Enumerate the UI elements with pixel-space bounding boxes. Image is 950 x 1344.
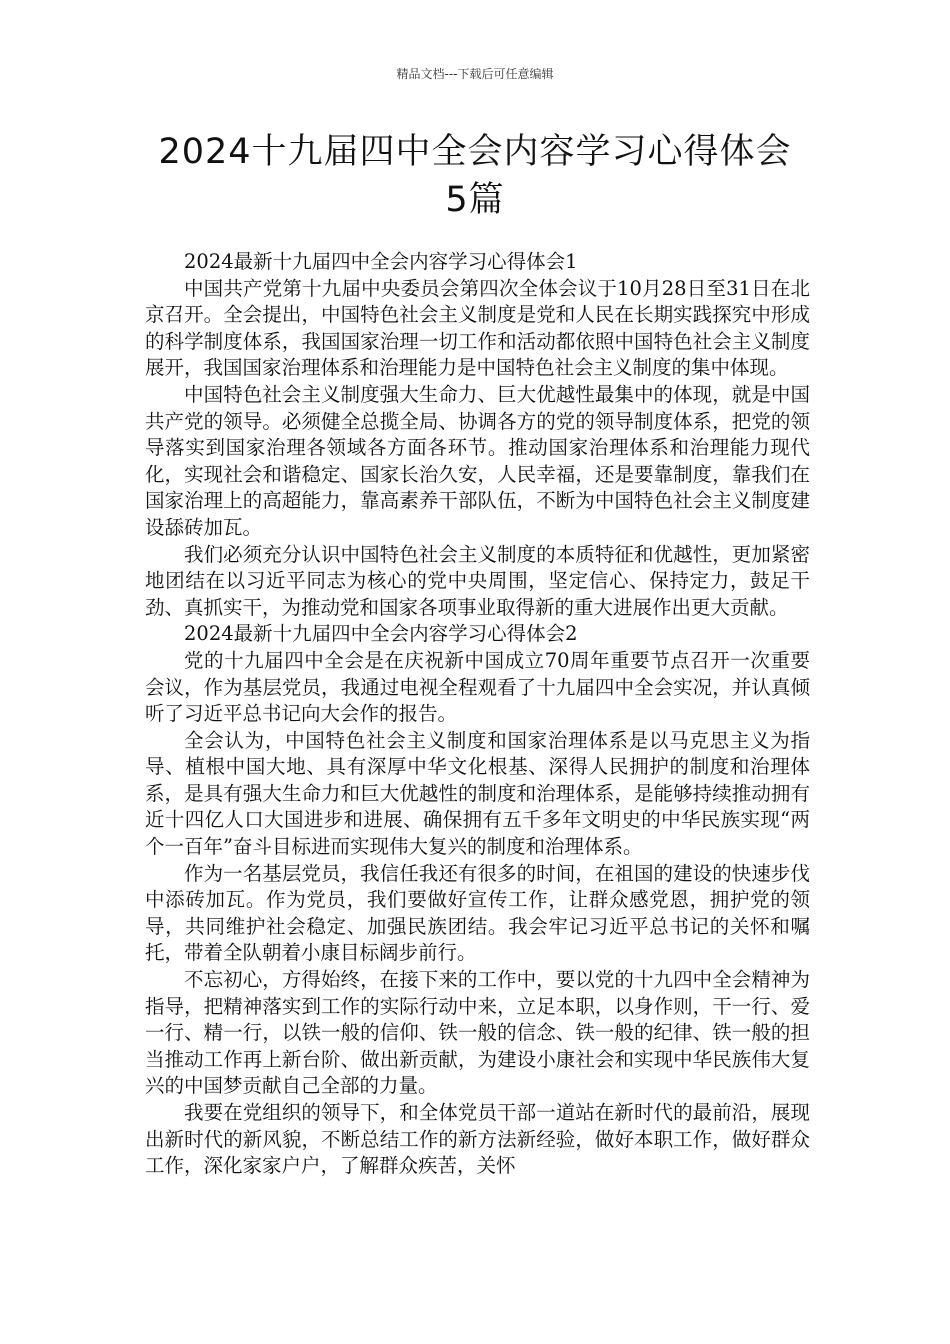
section-heading-2: 2024最新十九届四中全会内容学习心得体会2 bbox=[184, 622, 578, 646]
paragraph: 我要在党组织的领导下，和全体党员干部一道站在新时代的最前沿，展现出新时代的新风貌，不断总结工作的新方法新经验，做好本职工作，做好群众工作，深化家家户户，了解群众疾苦，关怀 bbox=[145, 1101, 810, 1178]
document-body bbox=[145, 249, 810, 1180]
title-line-1: 2024十九届四中全会内容学习心得体会 bbox=[158, 132, 792, 172]
paragraph: 不忘初心，方得始终，在接下来的工作中，要以党的十九四中全会精神为指导，把精神落实到工作的实际行动中来，立足本职，以身作则，干一行、爱一行、精一行，以铁一般的信仰、铁一般的信念、铁一般的纪律、铁一般的担当推动工作再上新台阶、做出新贡献，为建设小康社会和实现中华民族伟大复兴的中国梦贡献自己全部的力量。 bbox=[145, 968, 810, 1098]
paragraph: 中国特色社会主义制度强大生命力、巨大优越性最集中的体现，就是中国共产党的领导。必须健全总揽全局、协调各方的党的领导制度体系，把党的领导落实到国家治理各领域各方面各环节。推动国家治理体系和治理能力现代化，实现社会和谐稳定、国家长治久安，人民幸福，还是要靠制度，靠我们在国家治理上的高超能力，靠高素养干部队伍，不断为中国特色社会主义制度建设舔砖加瓦。 bbox=[145, 382, 810, 539]
paragraph: 中国共产党第十九届中央委员会第四次全体会议于10月28日至31日在北京召开。全会提出，中国特色社会主义制度是党和人民在长期实践探究中形成的科学制度体系，我国国家治理一切工作和活动都依照中国特色社会主义制度展开，我国国家治理体系和治理能力是中国特色社会主义制度的集中体现。 bbox=[145, 276, 810, 380]
paragraph: 党的十九届四中全会是在庆祝新中国成立70周年重要节点召开一次重要会议，作为基层党员，我通过电视全程观看了十九届四中全会实况，并认真倾听了习近平总书记向大会作的报告。 bbox=[145, 648, 810, 726]
header-note: 精品文档---下载后可任意编辑 bbox=[396, 67, 554, 81]
title-line-2: 5篇 bbox=[445, 180, 505, 220]
document-title bbox=[100, 128, 850, 224]
paragraph: 作为一名基层党员，我信任我还有很多的时间，在祖国的建设的快速步伐中添砖加瓦。作为党员，我们要做好宣传工作，让群众感党恩，拥护党的领导，共同维护社会稳定、加强民族团结。我会牢记习近平总书记的关怀和嘱托，带着全队朝着小康目标阔步前行。 bbox=[145, 861, 810, 965]
paragraph: 我们必须充分认识中国特色社会主义制度的本质特征和优越性，更加紧密地团结在以习近平同志为核心的党中央周围，坚定信心、保持定力，鼓足干劲、真抓实干，为推动党和国家各项事业取得新的重大进展作出更大贡献。 bbox=[145, 542, 810, 619]
section-heading-1: 2024最新十九届四中全会内容学习心得体会1 bbox=[184, 250, 578, 273]
paragraph: 全会认为，中国特色社会主义制度和国家治理体系是以马克思主义为指导、植根中国大地、具有深厚中华文化根基、深得人民拥护的制度和治理体系，是具有强大生命力和巨大优越性的制度和治理体系，是能够持续推动拥有近十四亿人口大国进步和进展、确保拥有五千多年文明史的中华民族实现“两个一百年”奋斗目标进而实现伟大复兴的制度和治理体系。 bbox=[145, 728, 810, 859]
